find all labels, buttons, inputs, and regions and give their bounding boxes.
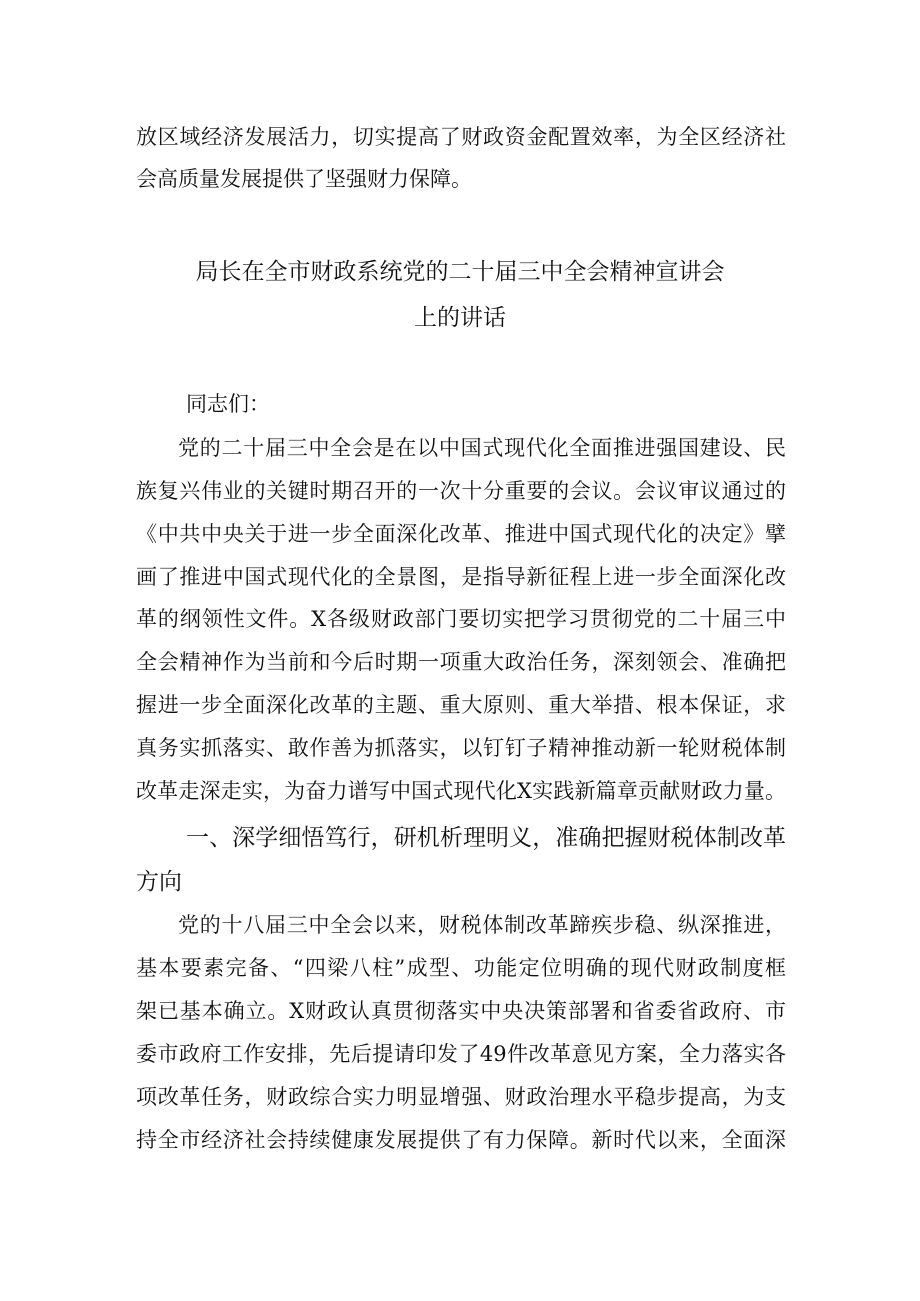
paragraph2-line-3: 架已基本确立。X财政认真贯彻落实中央决策部署和省委省政府、市 <box>136 999 786 1023</box>
paragraph1-line-1: 党的二十届三中全会是在以中国式现代化全面推进强国建设、民 <box>178 436 786 460</box>
speech-title-line-2: 上的讲话 <box>414 305 506 331</box>
paragraph2-line-2: 基本要素完备、“四梁八柱”成型、功能定位明确的现代财政制度框 <box>136 956 786 980</box>
paragraph1-line-8: 真务实抓落实、敢作善为抓落实，以钉钉子精神推动新一轮财税体制 <box>136 736 786 760</box>
paragraph1-line-6: 全会精神作为当前和今后时期一项重大政治任务，深刻领会、准确把 <box>136 650 786 674</box>
paragraph2-line-1: 党的十八届三中全会以来，财税体制改革蹄疾步稳、纵深推进， <box>178 913 786 937</box>
paragraph1-line-7: 握进一步全面深化改革的主题、重大原则、重大举措、根本保证，求 <box>136 693 786 717</box>
paragraph1-line-9: 改革走深走实，为奋力谱写中国式现代化X实践新篇章贡献财政力量。 <box>136 779 786 803</box>
speech-title-line-1: 局长在全市财政系统党的二十届三中全会精神宣讲会 <box>195 259 725 285</box>
intro-line-2: 会高质量发展提供了坚强财力保障。 <box>136 167 472 191</box>
paragraph2-line-6: 持全市经济社会持续健康发展提供了有力保障。新时代以来，全面深 <box>136 1128 786 1152</box>
paragraph1-line-2: 族复兴伟业的关键时期召开的一次十分重要的会议。会议审议通过的 <box>136 479 786 503</box>
intro-line-1: 放区域经济发展活力，切实提高了财政资金配置效率，为全区经济社 <box>136 125 786 149</box>
paragraph1-line-3: 《中共中央关于进一步全面深化改革、推进中国式现代化的决定》擘 <box>136 522 786 546</box>
greeting: 同志们： <box>186 392 270 416</box>
section-heading-1-line-2: 方向 <box>136 869 182 895</box>
paragraph1-line-5: 革的纲领性文件。X各级财政部门要切实把学习贯彻党的二十届三中 <box>136 607 786 631</box>
section-heading-1-line-1: 一、深学细悟笃行，研机析理明义，准确把握财税体制改革 <box>186 825 786 851</box>
paragraph2-line-4: 委市政府工作安排，先后提请印发了49件改革意见方案，全力落实各 <box>136 1042 786 1066</box>
paragraph2-line-5: 项改革任务，财政综合实力明显增强、财政治理水平稳步提高，为支 <box>136 1085 786 1109</box>
paragraph1-line-4: 画了推进中国式现代化的全景图，是指导新征程上进一步全面深化改 <box>136 565 786 589</box>
